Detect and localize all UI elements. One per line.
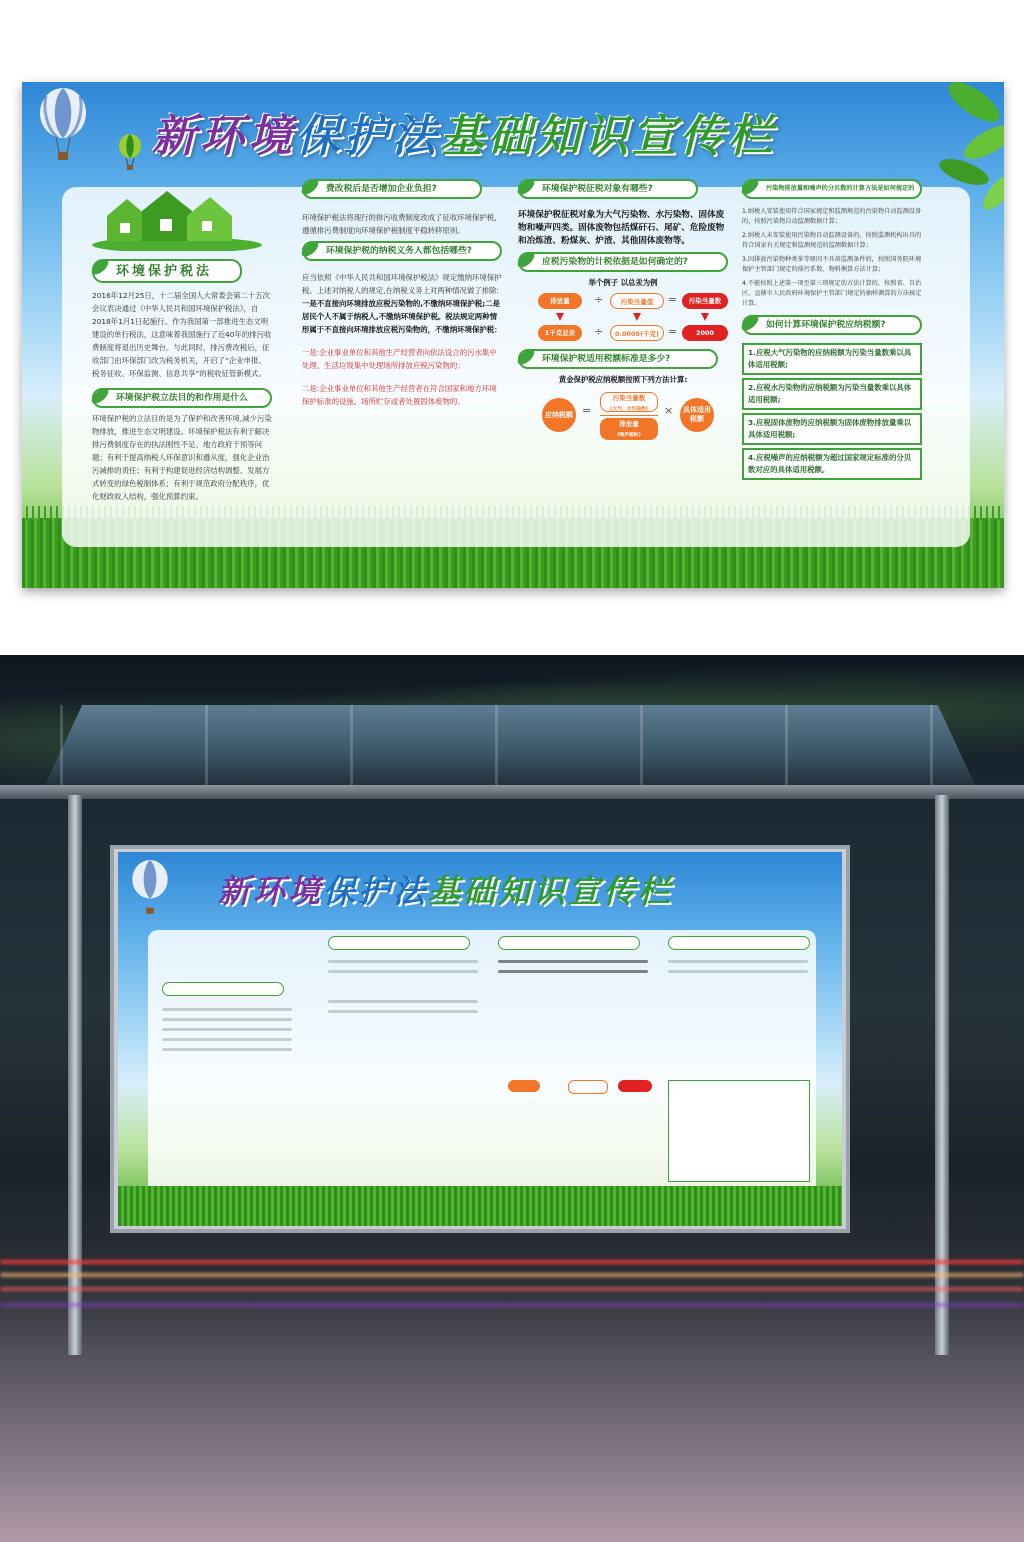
leaf-icon bbox=[298, 175, 322, 199]
section-header-measure bbox=[742, 179, 922, 199]
arrow-down-icon bbox=[633, 313, 641, 321]
leaf-icon bbox=[738, 311, 762, 335]
rate-circle: 具体适用税额 bbox=[680, 398, 714, 432]
emission-pill: 排放量 bbox=[538, 293, 582, 309]
burden-text: 环境保护税法将现行的排污收费制度改成了征收环境保护税，遵循排污费制度向环境保护税制度平稳转移原则。 bbox=[302, 213, 502, 235]
arrow-down-icon bbox=[556, 313, 564, 321]
mini-text-line bbox=[328, 1000, 478, 1003]
header-text: 污染物排放量和噪声的分贝数的计算方法是如何规定的 bbox=[766, 185, 915, 192]
billboard-title-part-1: 新环境 bbox=[218, 872, 324, 910]
measure-item-1: 1.纳税人安装使用符合国家规定和监测规范的污染物自动监测设备的，按照污染物自动监测数据计算； bbox=[742, 208, 922, 225]
billboard-title-part-3: 基础知识宣传栏 bbox=[428, 872, 674, 910]
tax-formula bbox=[518, 390, 728, 446]
leaf-icon bbox=[514, 175, 538, 199]
mini-text-line bbox=[162, 1018, 292, 1021]
equals-sign: = bbox=[668, 325, 678, 338]
exclusion-item-1: 一是:企业事业单位和其他生产经营者向依法设立的污水集中处理、生活垃圾集中处理场所排放应税污染物的； bbox=[302, 348, 497, 370]
result-pill: 2000 bbox=[682, 325, 728, 341]
pollution-value-pill: 污染当量值 bbox=[610, 293, 664, 309]
mini-text-line bbox=[162, 1038, 292, 1041]
leaf-icon bbox=[88, 255, 112, 279]
header-text: 环境保护税适用税额标准是多少? bbox=[542, 353, 671, 364]
mini-header bbox=[328, 936, 470, 950]
header-text: 环境保护税法 bbox=[116, 263, 213, 279]
value-pill: 0.0005(千克) bbox=[610, 325, 664, 341]
title-part-1: 新环境 bbox=[152, 111, 296, 162]
column-objects bbox=[518, 183, 728, 547]
tax-amount-circle: 应纳税额 bbox=[542, 398, 576, 432]
section-header-basis bbox=[518, 252, 728, 272]
fraction-line bbox=[600, 415, 658, 416]
billboard-poster bbox=[118, 852, 842, 1226]
measure-item-2: 2.纳税人未安装使用污染物自动监测设备的，按照监测机构出具的符合国家有关规定和监测规范的监测数据计算； bbox=[742, 232, 922, 249]
mini-text-line bbox=[498, 970, 648, 973]
mini-text-line bbox=[328, 960, 478, 963]
hot-air-balloon-icon bbox=[130, 860, 170, 920]
leaf-icon bbox=[88, 384, 112, 408]
leaf-icon bbox=[738, 175, 762, 199]
shelter-beam bbox=[0, 785, 1024, 799]
mini-box bbox=[668, 1080, 810, 1182]
mini-text-line bbox=[162, 1048, 292, 1051]
section-header-tax-law bbox=[92, 259, 242, 283]
hot-air-balloon-icon bbox=[38, 88, 88, 166]
pollution-count-box bbox=[600, 392, 658, 412]
pollution-count-pill: 污染当量数 bbox=[682, 293, 728, 309]
bus-stop-mockup bbox=[0, 655, 1024, 1542]
roof-ribs bbox=[60, 705, 960, 785]
section-header-objects bbox=[518, 179, 698, 199]
mini-text-line bbox=[668, 970, 808, 973]
section-header-purpose bbox=[92, 388, 272, 408]
measure-item-4: 4.不能按照上述第一项至第三项规定的方法计算的，按照省、自治区、直辖市人民政府环境保护主管部门规定的抽样测算的方法核定计算。 bbox=[742, 280, 922, 307]
mini-header bbox=[668, 936, 810, 950]
mini-header bbox=[162, 982, 284, 996]
emission-label: 排放量 bbox=[619, 420, 639, 428]
mini-pill bbox=[568, 1080, 608, 1094]
light-streak bbox=[0, 1260, 1024, 1264]
arrow-down-icon bbox=[701, 313, 709, 321]
light-streak bbox=[0, 1303, 1024, 1307]
header-text: 环境保护税立法目的和作用是什么 bbox=[116, 392, 248, 403]
hot-air-balloon-icon bbox=[118, 134, 142, 172]
billboard-title bbox=[218, 866, 673, 912]
light-streak bbox=[0, 1273, 1024, 1277]
mini-pill bbox=[618, 1080, 652, 1092]
mini-text-line bbox=[162, 1008, 292, 1011]
leaf-icon bbox=[514, 248, 538, 272]
example-label: 举个例子 以总汞为例 bbox=[588, 278, 658, 287]
equals-sign: = bbox=[582, 404, 592, 417]
mini-text-line bbox=[328, 1010, 478, 1013]
mini-text-line bbox=[162, 1028, 292, 1031]
divide-sign: ÷ bbox=[594, 293, 604, 306]
equals-sign: = bbox=[668, 293, 678, 306]
measure-item-3: 3.因排放污染物种类多等原因不具备监测条件的，按照国务院环境保护主管部门规定的排污系数、物料衡算方法计算； bbox=[742, 256, 922, 273]
header-text: 环境保护税征税对象有哪些? bbox=[542, 183, 653, 194]
section-header-burden bbox=[302, 179, 482, 199]
shelter-post bbox=[68, 795, 82, 1355]
section-header-calc bbox=[742, 315, 922, 335]
billboard-title-part-2: 保护法 bbox=[323, 872, 429, 910]
section-header-taxpayers bbox=[302, 241, 502, 261]
title-part-2: 保护法 bbox=[296, 111, 440, 162]
formula-title: 黄金保护税应纳税额按照下列方法计算: bbox=[558, 375, 688, 384]
light-streak bbox=[0, 1287, 1024, 1291]
column-taxpayers bbox=[302, 183, 502, 547]
content-panel bbox=[62, 183, 970, 547]
leaf-icon bbox=[514, 345, 538, 369]
header-text: 费改税后是否增加企业负担? bbox=[326, 183, 437, 194]
mini-text-line bbox=[498, 960, 648, 963]
leaf-icon bbox=[298, 237, 322, 261]
billboard-panel bbox=[148, 930, 816, 1198]
house-icon bbox=[92, 191, 262, 251]
mercury-pill: 1千克总汞 bbox=[538, 325, 582, 341]
exclusion-item-2: 二是:企业事业单位和其他生产经营者在符合国家和地方环境保护标准的设施、场所贮存或者处置固体废物的。 bbox=[302, 384, 497, 406]
poster-title bbox=[152, 100, 776, 164]
mini-text-line bbox=[668, 960, 808, 963]
intro-text: 2016年12月25日，十二届全国人大常委会第二十五次会议表决通过《中华人民共和国环境保护税法》，自2018年1月1日起施行。作为我国第一部推进生态文明建设的单行税法，这意味着我国施行了近40年的排污收费制度将退出历史舞台。与此同时，排污费改税后，征收部门由环保部门改为税务机关，开启了“企业申报、税务征收、环保监测、信息共享”的税收征管新模式。 bbox=[92, 291, 272, 378]
column-calculation bbox=[742, 187, 922, 547]
exclusion-text: 一是不直接向环境排放应税污染物的,不缴纳环境保护税;二是居民个人不属于纳税人,不缴纳环境保护税。税法规定两种情形属于不直接向环境排放应税污染物的，不缴纳环境保护税： bbox=[302, 299, 502, 334]
billboard-grass bbox=[118, 1186, 842, 1226]
calc-box-1: 1.应税大气污染物的应纳税额为污染当量数乘以具体适用税额; bbox=[742, 343, 922, 375]
pollution-count-label: 污染当量数 bbox=[612, 394, 646, 402]
calc-box-3: 3.应税固体废物的应纳税额为固体废物排放量乘以具体适用税额; bbox=[742, 413, 922, 445]
title-part-3: 基础知识宣传栏 bbox=[440, 111, 776, 162]
objects-text: 环境保护税征税对象为大气污染物、水污染物、固体废物和噪声四类。固体废物包括煤矸石、尾矿、危险废物和冶炼渣、粉煤灰、炉渣、其他固体废物等。 bbox=[518, 210, 725, 246]
mini-pill bbox=[508, 1080, 540, 1092]
emission-sub: (噪声超标) bbox=[617, 433, 641, 438]
divide-sign: ÷ bbox=[594, 325, 604, 338]
purpose-text: 环境保护税的立法目的是为了保护和改善环境,减少污染物排放，推进生态文明建设。环境保护税法有利于解决排污费制度存在的执法刚性不足、地方政府干预等问题；有利于提高纳税人环保意识和遵从度，强化企业治污减排的责任；有利于构建促进经济结构调整、发展方式转变的绿色税制体系；有利于规范政府分配秩序，优化财政收入结构，强化预算约束。 bbox=[92, 414, 272, 501]
emission-box bbox=[600, 418, 658, 440]
header-text: 环境保护税的纳税义务人都包括哪些? bbox=[326, 245, 472, 256]
header-text: 如何计算环境保护税应纳税额? bbox=[766, 320, 886, 330]
header-text: 应税污染物的计税依据是如何确定的? bbox=[542, 256, 688, 267]
calc-box-4: 4.应税噪声的应纳税额为超过国家规定标准的分贝数对应的具体适用税额。 bbox=[742, 448, 922, 480]
road bbox=[0, 1375, 1024, 1542]
taxpayers-text: 应当依照《中华人民共和国环境保护税法》规定缴纳环境保护税。上述对纳税人的规定,在纳税义务上对两种情况做了排除: bbox=[302, 273, 502, 295]
column-tax-law bbox=[92, 187, 272, 547]
section-header-rate bbox=[518, 349, 718, 369]
pollution-count-sub: (大气、水污染物) bbox=[610, 407, 648, 412]
shelter-post bbox=[935, 795, 949, 1355]
mini-header bbox=[498, 936, 640, 950]
poster-banner bbox=[22, 82, 1004, 588]
calc-box-2: 2.应税水污染物的应纳税额为污染当量数乘以具体适用税额; bbox=[742, 378, 922, 410]
multiply-sign: × bbox=[664, 404, 674, 417]
mini-text-line bbox=[328, 970, 478, 973]
